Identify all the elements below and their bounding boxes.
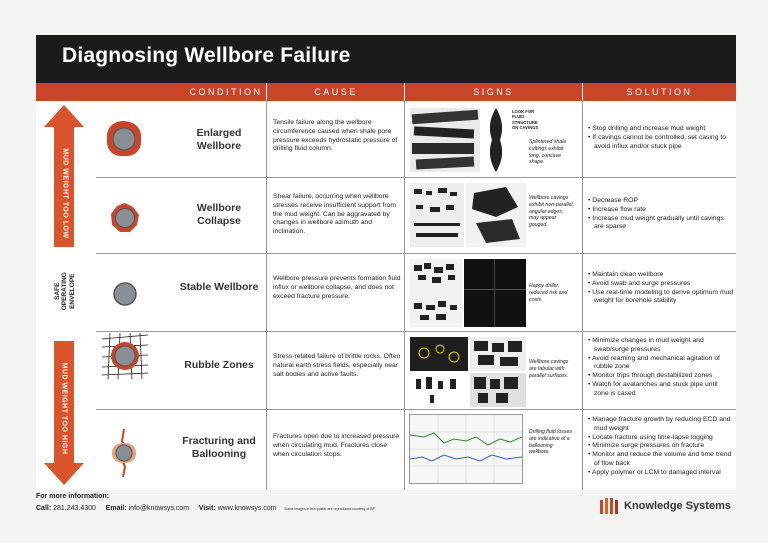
- row-divider: [96, 253, 736, 254]
- condition-fracturing-ballooning: Fracturing and Ballooning: [182, 435, 256, 461]
- solution-item: • Locate fracture using time-lapse logging: [588, 433, 713, 441]
- cavings-core-photo: [482, 108, 510, 172]
- mud-weight-too-low-label: MUD WEIGHT TOO LOW: [61, 148, 69, 239]
- solution-item: • If cavings cannot be controlled, set casing to avoid influx and/or stuck pipe: [588, 133, 727, 150]
- page-title: Diagnosing Wellbore Failure: [62, 44, 351, 67]
- sign-note-collapse: Wellbore cavings exhibit non-parallel, angular edges; may appear gouged.: [529, 195, 574, 228]
- cause-fracturing-ballooning: Fractures open due to increased pressure when circulating mud. Fractures close when circulation stops.: [273, 433, 400, 458]
- email-link[interactable]: info@knowsys.com: [128, 505, 190, 512]
- stable-wellbore-icon: [110, 279, 140, 309]
- condition-stable-wellbore: Stable Wellbore: [179, 281, 259, 293]
- solution-item: • Manage fracture growth by reducing ECD and mud weight: [588, 416, 731, 432]
- cuttings-closeup-photo: [464, 259, 526, 327]
- column-header-row: [36, 83, 736, 101]
- solution-item: • Increase flow rate: [588, 205, 646, 213]
- solution-item: • Stop drilling and increase mud weight: [588, 125, 706, 132]
- cuttings-photo: [410, 259, 462, 327]
- solution-item: • Monitor trips through destabilized zones: [588, 372, 713, 380]
- cause-enlarged-wellbore: Tensile failure along the wellbore circumference caused when shale pore pressure exceeds hydrostatic pressure of drilling fluid column.: [273, 119, 398, 153]
- knowledge-systems-logo-icon: [598, 496, 620, 516]
- solution-item: • Monitor and reduce the volume and time trend of flow back: [588, 451, 732, 468]
- row-divider: [96, 177, 736, 178]
- solution-item: • Avoid reaming and mechanical agitation of rubble zone: [588, 354, 720, 371]
- solution-item: • Use real-time modeling to derive optimum mud weight for borehole stability: [588, 288, 734, 305]
- phone-number: 281.243.4300: [53, 505, 96, 512]
- header-signs: SIGNS: [473, 87, 514, 97]
- condition-wellbore-collapse: Wellbore Collapse: [196, 202, 242, 228]
- header-solution: SOLUTION: [626, 87, 693, 97]
- fine-print: Some images in this poster are reproduced courtesy of BP: [284, 507, 375, 511]
- condition-rubble-zones: Rubble Zones: [184, 359, 254, 371]
- tabular-caving-closeup-photo: [470, 373, 526, 407]
- mud-loss-log-chart: [410, 415, 522, 483]
- call-label: Call:: [36, 505, 52, 512]
- row-divider: [96, 409, 736, 410]
- angular-caving-closeup-photo: [466, 183, 526, 247]
- mud-weight-too-high-label: MUD WEIGHT TOO HIGH: [60, 362, 68, 455]
- poster: [36, 35, 736, 490]
- column-divider: [404, 101, 405, 490]
- solution-item: • Decrease ROP: [588, 197, 638, 204]
- title-bar: [36, 35, 736, 83]
- solution-item: • Minimize surge pressures on fracture: [588, 442, 705, 450]
- sign-note-fracturing: Drilling fluid losses are indicative of a ballooning wellbore.: [529, 429, 572, 456]
- website-link[interactable]: www.knowsys.com: [217, 505, 277, 512]
- rubble-log-photo: [410, 337, 468, 371]
- safe-operating-envelope-label: SAFE OPERATING ENVELOPE: [53, 272, 76, 311]
- company-name: Knowledge Systems: [624, 500, 731, 512]
- header-divider: [266, 83, 267, 101]
- tabular-cavings-photo: [410, 373, 468, 407]
- cavings-photo: [410, 108, 480, 172]
- column-divider: [582, 101, 583, 490]
- more-info-label: For more information:: [36, 493, 110, 500]
- rubble-cavings-photo: [470, 337, 526, 371]
- solution-item: • Increase mud weight gradually until cavings are sparse: [588, 214, 724, 231]
- sign-note-enlarged: Splintered shale cuttings exhibit long, concave shape.: [529, 139, 567, 166]
- cause-stable-wellbore: Wellbore pressure prevents formation fluid influx or wellbore collapse, and does not exceed fracture pressure.: [273, 275, 401, 300]
- rubble-zone-icon: [100, 331, 150, 381]
- sign-note-rubble: Wellbore cavings are tabular with parallel surfaces.: [529, 359, 569, 379]
- cause-wellbore-collapse: Shear failure, occurring when wellbore stresses receive insufficient support from the mud weight. Can be aggravated by changes in wellbore azimuth and inclination.: [273, 193, 397, 236]
- sign-note-stable: Happy driller, reduced risk and costs.: [529, 283, 568, 303]
- solution-stable-wellbore: [588, 271, 734, 306]
- email-label: Email:: [105, 505, 127, 512]
- solution-item: • Watch for avalanches and stuck pipe until zone is cased: [588, 381, 718, 397]
- solution-wellbore-collapse: [588, 197, 734, 232]
- column-divider: [266, 101, 267, 490]
- solution-item: • Avoid swab and surge pressures: [588, 279, 691, 287]
- solution-item: • Minimize changes in mud weight and swab/surge pressures: [588, 337, 704, 353]
- angular-cavings-photo: [410, 183, 464, 247]
- condition-enlarged-wellbore: Enlarged Wellbore: [196, 127, 242, 153]
- solution-rubble-zones: [588, 337, 734, 399]
- solution-item: • Maintain clean wellbore: [588, 271, 664, 278]
- cause-rubble-zones: Stress-related failure of brittle rocks. Often natural earth stress fields, especially near salt bodies and active faults.: [273, 353, 401, 378]
- sign-callout: LOOK FOR FLUID STRUCTURE ON CAVINGS: [512, 109, 539, 131]
- visit-label: Visit:: [198, 505, 216, 512]
- solution-item: • Apply polymer or LCM to damaged interval: [588, 468, 721, 476]
- wellbore-collapse-icon: [108, 201, 142, 235]
- footer: [36, 493, 375, 512]
- solution-enlarged-wellbore: [588, 125, 734, 151]
- enlarged-wellbore-icon: [104, 119, 144, 159]
- row-divider: [96, 331, 736, 332]
- header-condition: CONDITION: [189, 87, 263, 97]
- header-cause: CAUSE: [314, 87, 358, 97]
- solution-fracturing-ballooning: [588, 416, 734, 478]
- fracture-wellbore-icon: [104, 429, 144, 477]
